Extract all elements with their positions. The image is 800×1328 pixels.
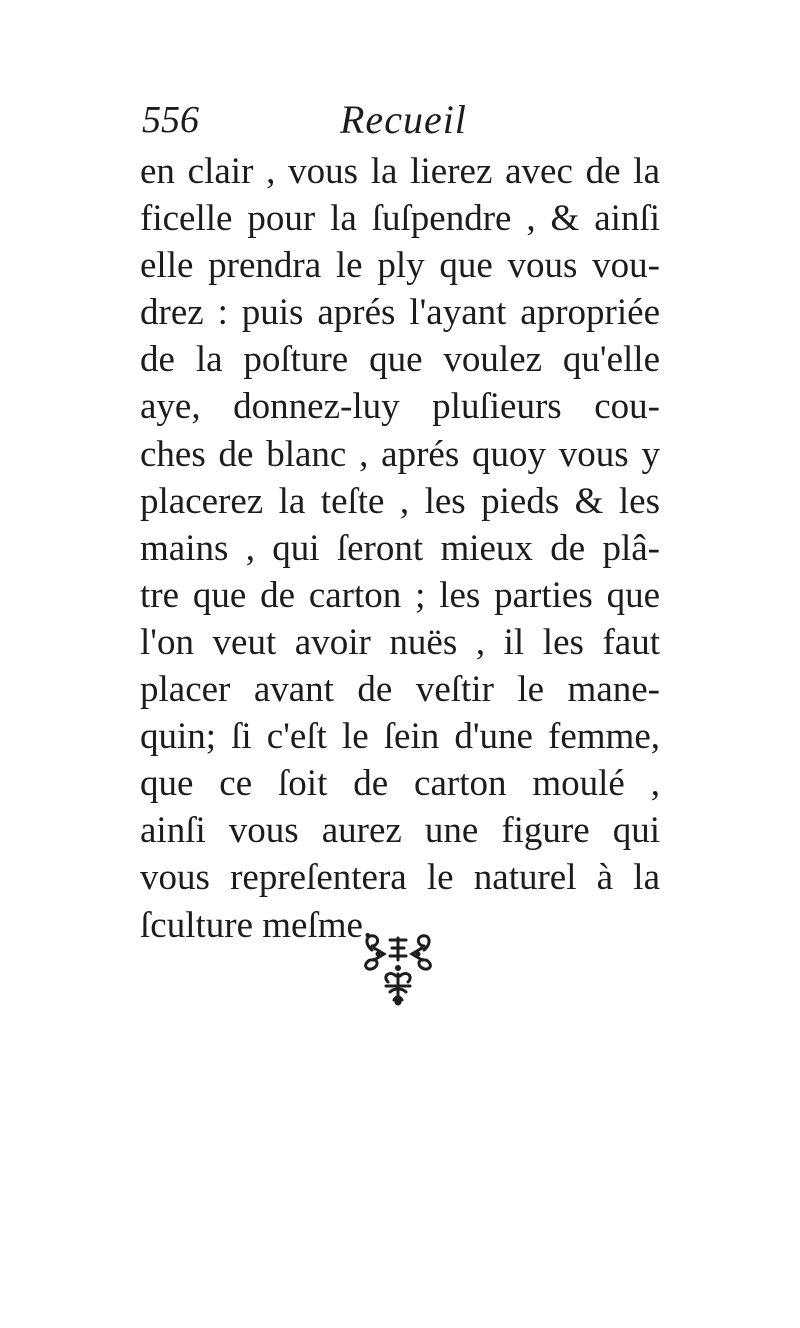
text-line: ſculture meſme. (140, 904, 373, 946)
text-line: drez : puis aprés l'ayant apropriée (140, 292, 660, 334)
text-line: de la poſture que voulez qu'elle (140, 339, 660, 381)
text-line: l'on veut avoir nuës , il les faut (140, 621, 660, 663)
running-title: Recueil (340, 97, 467, 142)
text-line: quin; ſi c'eſt le ſein d'une femme, (140, 716, 660, 758)
text-line: que ce ſoit de carton moulé , (140, 763, 660, 805)
running-head (140, 96, 660, 144)
text-line: placer avant de veſtir le mane- (140, 669, 660, 711)
text-line: en clair , vous la lierez avec de la (140, 151, 660, 192)
text-line: ches de blanc , aprés quoy vous y (140, 433, 660, 475)
text-line: aye, donnez-luy pluſieurs cou- (140, 386, 660, 428)
page-number: 556 (142, 99, 199, 141)
text-line: tre que de carton ; les parties que (140, 574, 660, 616)
text-line: ficelle pour la ſuſpendre , & ainſi (140, 198, 660, 240)
text-line: elle prendra le ply que vous vou- (140, 245, 660, 287)
fleuron-ornament-icon (360, 930, 456, 1026)
text-line: ainſi vous aurez une figure qui (140, 810, 660, 852)
text-line: placerez la teſte , les pieds & les (140, 480, 660, 522)
body-text (140, 148, 660, 949)
text-line: vous repreſentera le naturel à la (140, 857, 660, 899)
text-line: mains , qui ſeront mieux de plâ- (140, 527, 660, 569)
